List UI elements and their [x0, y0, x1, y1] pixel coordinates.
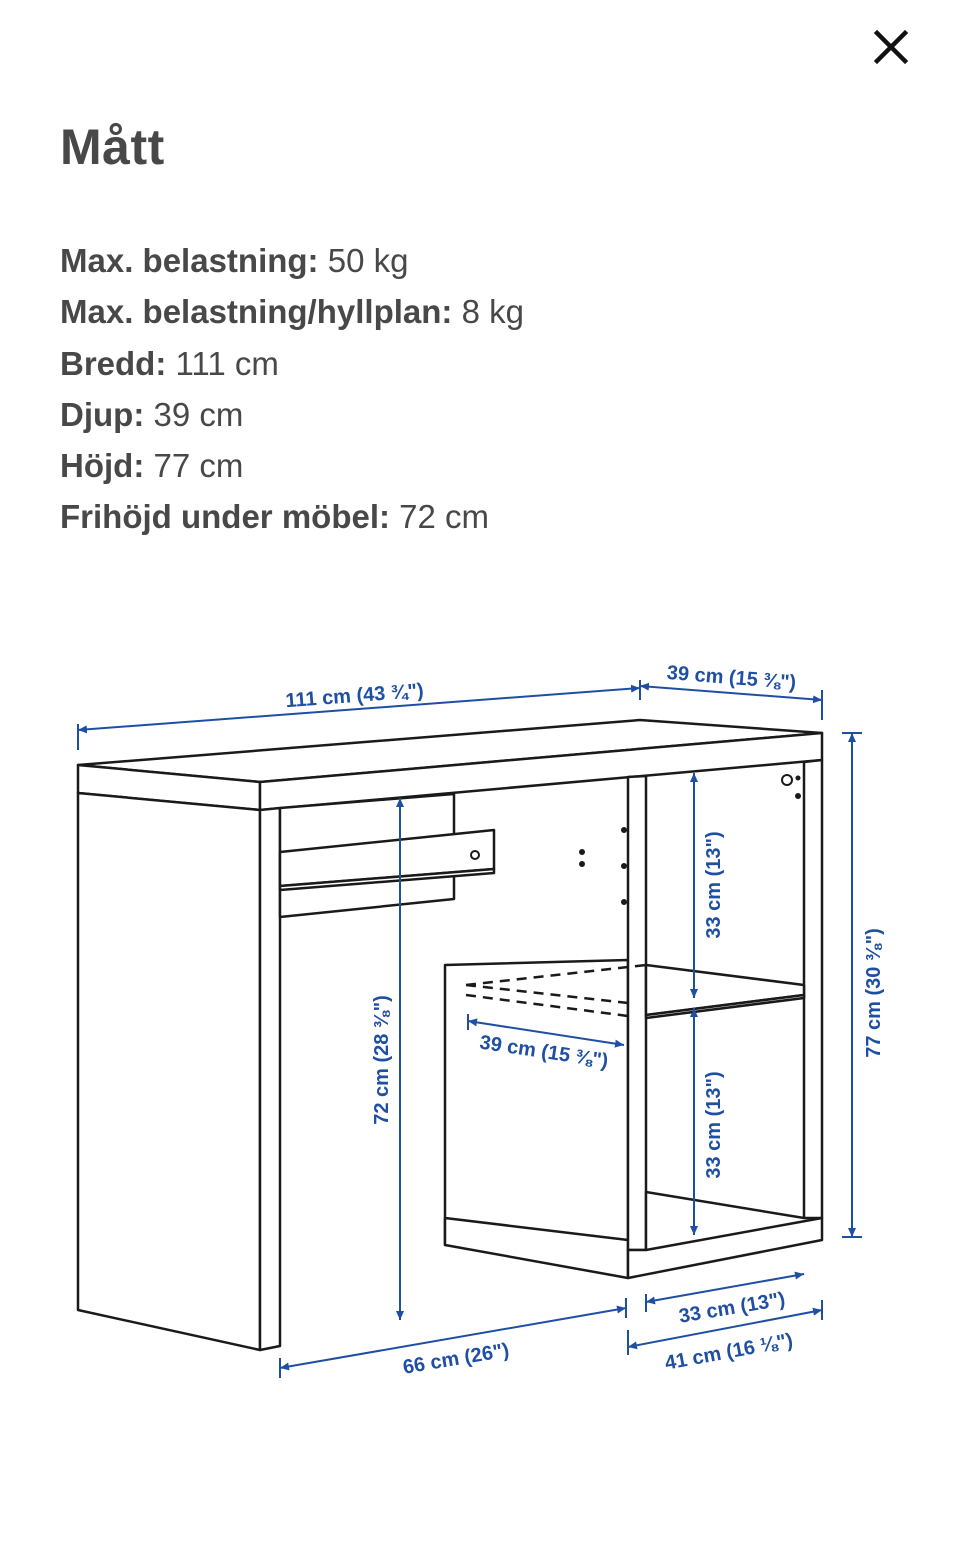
spec-row-max-load	[60, 235, 524, 286]
spec-row-width	[60, 338, 524, 389]
spec-label: Bredd:	[60, 344, 167, 382]
spec-label: Max. belastning:	[60, 242, 319, 279]
label-width: 111 cm (43 ¾")	[284, 679, 425, 713]
spec-value: 50 kg	[327, 242, 409, 279]
label-height: 77 cm (30 ⅜")	[863, 928, 885, 1058]
spec-value: 77 cm	[153, 447, 244, 485]
label-depth: 39 cm (15 ⅜")	[666, 661, 797, 695]
close-button[interactable]	[862, 18, 920, 76]
left-leg-front	[260, 808, 280, 1350]
fittings	[579, 776, 801, 906]
spec-row-height	[60, 440, 524, 491]
label-shelf-depth: 39 cm (15 ⅜")	[478, 1031, 610, 1073]
label-leg-span: 66 cm (26")	[401, 1339, 511, 1379]
desk-dimension-diagram	[0, 560, 960, 1420]
label-unit-width: 41 cm (16 ⅛")	[663, 1329, 795, 1375]
spec-value: 8 kg	[461, 293, 524, 331]
label-shelf-width: 33 cm (13")	[677, 1288, 787, 1328]
spec-row-depth	[60, 389, 524, 440]
spec-row-clearance	[60, 491, 524, 542]
left-leg-side	[78, 793, 260, 1350]
spec-value: 111 cm	[175, 344, 279, 382]
spec-value: 39 cm	[153, 395, 244, 433]
page-title: Mått	[60, 119, 165, 175]
close-icon	[873, 29, 909, 65]
label-shelf-upper: 33 cm (13")	[703, 831, 725, 939]
spec-value: 72 cm	[399, 498, 490, 536]
spec-row-max-load-shelf	[60, 286, 524, 337]
spec-label: Frihöjd under möbel:	[60, 498, 390, 536]
spec-list	[60, 235, 524, 543]
shelf-right-panel	[804, 760, 822, 1220]
spec-label: Djup:	[60, 395, 145, 433]
spec-label: Höjd:	[60, 447, 145, 485]
shelf-side-panel	[628, 776, 646, 1250]
label-shelf-lower: 33 cm (13")	[703, 1071, 725, 1179]
desk-drawing	[78, 720, 822, 1350]
label-clearance: 72 cm (28 ⅜")	[371, 995, 393, 1125]
spec-label: Max. belastning/hyllplan:	[60, 293, 453, 331]
